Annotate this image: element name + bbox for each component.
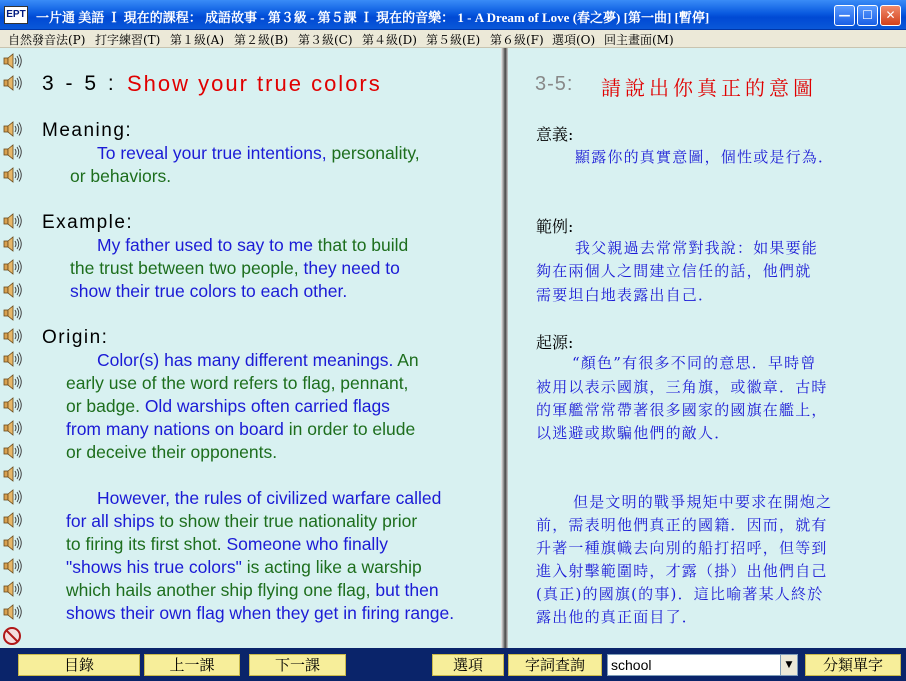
menu-level-6[interactable]: 第６級(F)	[490, 33, 544, 47]
close-button[interactable]: ✕	[880, 5, 901, 26]
chinese-origin-p2-line-6: 露出他的真正面目了．	[536, 608, 699, 626]
origin-p2-line-4-green: is acting like a warship	[241, 557, 422, 577]
speaker-icon[interactable]	[2, 304, 24, 322]
speaker-icon[interactable]	[2, 74, 24, 92]
origin-line-4	[66, 419, 415, 440]
example-line-2	[70, 258, 400, 279]
speaker-icon[interactable]	[2, 327, 24, 345]
origin-p2-line-2-blue: for all ships	[66, 511, 155, 531]
example-line-1-green: that to build	[312, 235, 409, 255]
menu-phonics[interactable]: 自然發音法(P)	[8, 33, 86, 47]
meaning-line-1	[97, 143, 420, 164]
speaker-icon[interactable]	[2, 419, 24, 437]
chinese-origin-p2-line-5: (真正)的國旗(的事)．這比喻著某人終於	[536, 585, 824, 603]
origin-p2-line-4	[66, 557, 422, 578]
origin-line-4-green: in order to elude	[283, 419, 416, 439]
options-button[interactable]: 選項	[432, 654, 504, 676]
speaker-icon[interactable]	[2, 120, 24, 138]
chinese-example-heading: 範例:	[536, 217, 574, 236]
menu-level-3[interactable]: 第３級(C)	[298, 33, 353, 47]
origin-p2-line-3	[66, 534, 388, 555]
chinese-example-line-1: 我父親過去常常對我說：如果要能	[575, 239, 819, 257]
stop-audio-icon[interactable]	[2, 626, 24, 644]
example-line-2-blue: they need to	[298, 258, 400, 278]
chinese-origin-p2-line-3: 升著一種旗幟去向別的船打招呼，但等到	[536, 539, 828, 557]
minimize-button[interactable]: —	[834, 5, 855, 26]
chinese-origin-heading: 起源:	[536, 333, 574, 352]
app-logo-icon: EPT	[4, 6, 28, 24]
chinese-origin-p2-line-2: 前，需表明他們真正的國籍．因而，就有	[536, 516, 828, 534]
chinese-example-line-2: 夠在兩個人之間建立信任的話，他們就	[536, 262, 812, 280]
origin-p2-line-4-blue: "shows his true colors"	[66, 557, 242, 577]
speaker-icon[interactable]	[2, 396, 24, 414]
index-button[interactable]: 目錄	[18, 654, 140, 676]
chinese-origin-line-4: 以逃避或欺騙他們的敵人．	[536, 424, 731, 442]
vocabulary-category-button[interactable]: 分類單字	[805, 654, 901, 676]
origin-line-1-blue: Color(s) has many different meanings.	[97, 350, 394, 370]
origin-p2-line-2	[66, 511, 417, 532]
chinese-meaning-line-1: 顯露你的真實意圖，個性或是行為．	[575, 148, 835, 166]
menu-main-screen[interactable]: 回主畫面(M)	[604, 33, 674, 47]
origin-p2-line-6: shows their own flag when they get in firing range.	[66, 603, 455, 623]
speaker-icon[interactable]	[2, 143, 24, 161]
speaker-icon[interactable]	[2, 557, 24, 575]
speaker-icon[interactable]	[2, 212, 24, 230]
chinese-lesson-title: 請說出你真正的意圖	[601, 76, 817, 100]
menu-level-4[interactable]: 第４級(D)	[362, 33, 417, 47]
example-line-1-blue: My father used to say to me	[97, 235, 313, 255]
previous-lesson-button[interactable]: 上一課	[144, 654, 240, 676]
panel-splitter[interactable]	[501, 48, 508, 648]
speaker-icon[interactable]	[2, 235, 24, 253]
meaning-heading: Meaning:	[42, 120, 133, 141]
example-line-1	[97, 235, 408, 256]
example-line-2-green: the trust between two people,	[70, 258, 299, 278]
speaker-icon[interactable]	[2, 373, 24, 391]
chinese-example-line-3: 需要坦白地表露出自己．	[536, 286, 715, 304]
menu-options[interactable]: 選項(O)	[552, 33, 596, 47]
origin-p2-line-1: However, the rules of civilized warfare called	[97, 488, 442, 508]
chinese-origin-p2-line-4: 進入射擊範圍時，才露（掛）出他們自己	[536, 562, 828, 580]
chevron-down-icon[interactable]: ▼	[780, 655, 797, 675]
english-lesson-title: Show your true colors	[127, 71, 382, 96]
meaning-line-1-green: personality,	[326, 143, 420, 163]
origin-line-3-blue: Old warships often carried flags	[139, 396, 390, 416]
origin-p2-line-5-green: which hails another ship flying one flag,	[66, 580, 371, 600]
origin-p2-line-5-blue: but then	[370, 580, 439, 600]
speaker-icon[interactable]	[2, 442, 24, 460]
speaker-icon[interactable]	[2, 580, 24, 598]
origin-heading: Origin:	[42, 327, 109, 348]
speaker-icon[interactable]	[2, 258, 24, 276]
origin-line-3	[66, 396, 390, 417]
meaning-line-2: or behaviors.	[70, 166, 172, 186]
origin-line-5: or deceive their opponents.	[66, 442, 278, 462]
speaker-icon[interactable]	[2, 488, 24, 506]
window-title: 一片通 美語 Ｉ 現在的課程： 成語故事 - 第３級 - 第５課 Ｉ 現在的音樂： 1 - A Dream of Love (春之夢) [第一曲] [暫停]	[36, 10, 710, 25]
speaker-icon[interactable]	[2, 534, 24, 552]
menu-typing-practice[interactable]: 打字練習(T)	[95, 33, 161, 47]
maximize-button[interactable]: ☐	[857, 5, 878, 26]
menu-level-2[interactable]: 第２級(B)	[234, 33, 289, 47]
origin-line-4-blue: from many nations on board	[66, 419, 284, 439]
speaker-icon[interactable]	[2, 350, 24, 368]
bottom-toolbar	[0, 648, 906, 681]
origin-p2-line-3-green: to firing its first shot.	[66, 534, 222, 554]
next-lesson-button[interactable]: 下一課	[249, 654, 346, 676]
chinese-origin-line-1: “顏色”有很多不同的意思．早時曾	[572, 354, 817, 372]
chinese-origin-p2-line-1: 但是文明的戰爭規矩中要求在開炮之	[573, 493, 833, 511]
speaker-icon[interactable]	[2, 511, 24, 529]
origin-p2-line-3-blue: Someone who finally	[221, 534, 388, 554]
speaker-icon[interactable]	[2, 166, 24, 184]
meaning-line-1-blue: To reveal your true intentions,	[97, 143, 327, 163]
example-heading: Example:	[42, 212, 134, 233]
speaker-icon[interactable]	[2, 52, 24, 70]
origin-p2-line-2-green: to show their true nationality prior	[154, 511, 418, 531]
origin-line-3-green: or badge.	[66, 396, 140, 416]
chinese-origin-line-2: 被用以表示國旗，三角旗，或徽章．古時	[536, 378, 828, 396]
word-lookup-button[interactable]: 字詞查詢	[508, 654, 602, 676]
origin-p2-line-5	[66, 580, 439, 601]
menu-bar	[0, 30, 906, 48]
origin-line-1-green: An	[393, 350, 419, 370]
speaker-icon[interactable]	[2, 281, 24, 299]
speaker-icon[interactable]	[2, 603, 24, 621]
chinese-meaning-heading: 意義:	[536, 125, 574, 144]
chinese-lesson-number: 3-5:	[535, 73, 574, 95]
menu-level-1[interactable]: 第１級(A)	[170, 33, 225, 47]
chinese-origin-line-3: 的軍艦常常帶著很多國家的國旗在艦上，	[536, 401, 828, 419]
menu-level-5[interactable]: 第５級(E)	[426, 33, 481, 47]
origin-line-2: early use of the word refers to flag, pennant,	[66, 373, 409, 393]
english-lesson-number: 3 - 5 :	[42, 72, 117, 95]
lookup-search-input[interactable]: school	[607, 654, 798, 676]
speaker-icon[interactable]	[2, 465, 24, 483]
title-bar[interactable]	[0, 0, 906, 30]
example-line-3: show their true colors to each other.	[70, 281, 348, 301]
origin-line-1	[97, 350, 419, 371]
